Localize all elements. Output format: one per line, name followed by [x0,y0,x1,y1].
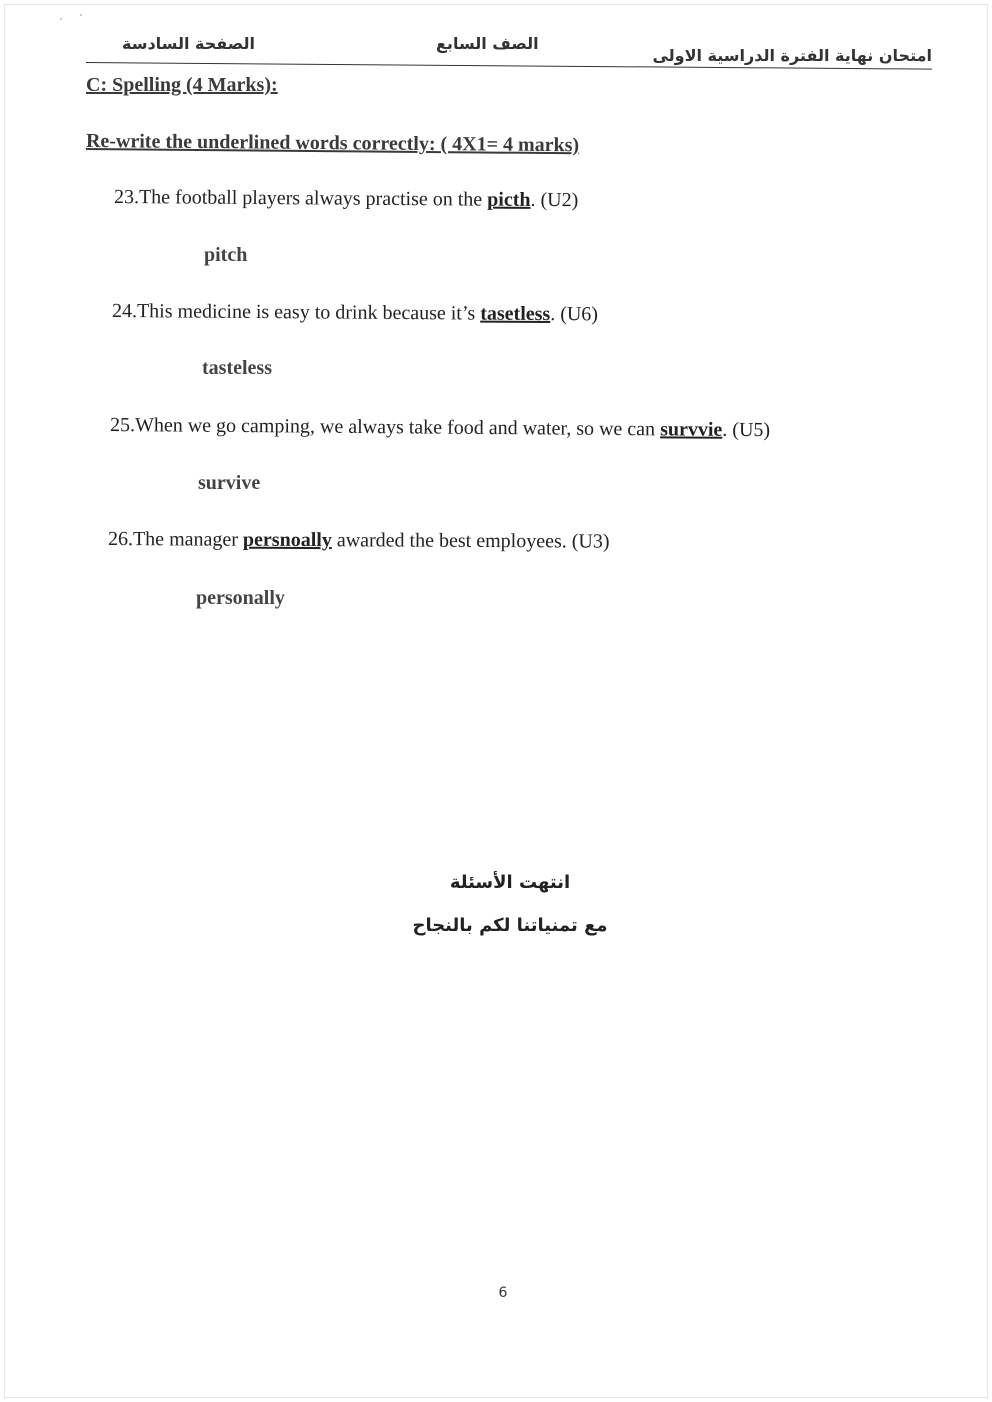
section-instruction: Re-write the underlined words correctly: ( 4X1= 4 marks) [85,130,580,157]
page-border [4,4,988,1398]
answer-23: pitch [204,244,248,266]
question-number: 25. [109,414,136,437]
question-text-after: . (U5) [722,418,771,442]
question-text-before: The football players always practise on the [138,186,488,211]
question-text-before: When we go camping, we always take food and water, so we can [134,414,661,441]
closing-good-luck: مع تمنياتنا لكم بالنجاح [412,915,608,936]
question-text-before: This medicine is easy to drink because it’s [136,300,481,325]
question-number: 24. [111,300,138,323]
question-text-after: awarded the best employees. (U3) [331,529,610,553]
misspelled-word: survvie [660,418,723,441]
scan-speck [60,18,62,20]
question-number: 23. [113,186,140,209]
page-number: 6 [498,1285,508,1301]
misspelled-word: picth [487,188,531,211]
question-number: 26. [107,528,134,551]
misspelled-word: tasetless [480,302,551,326]
section-title: C: Spelling (4 Marks): [86,74,278,96]
question-text-before: The manager [132,528,244,551]
question-text-after: . (U6) [550,303,599,326]
question-26 [108,528,610,554]
question-24 [112,300,598,326]
misspelled-word: persnoally [242,528,332,552]
header-page-label: الصفحة السادسة [122,34,256,53]
answer-24: tasteless [202,357,272,379]
scan-speck [80,14,82,16]
header-grade: الصف السابع [436,34,539,53]
answer-26: personally [196,587,285,609]
question-23 [114,186,578,212]
header-exam-title: امتحان نهاية الفترة الدراسية الاولى [652,46,932,65]
question-text-after: . (U2) [530,188,579,212]
answer-25: survive [198,472,261,494]
closing-end-of-questions: انتهت الأسئلة [449,872,571,893]
